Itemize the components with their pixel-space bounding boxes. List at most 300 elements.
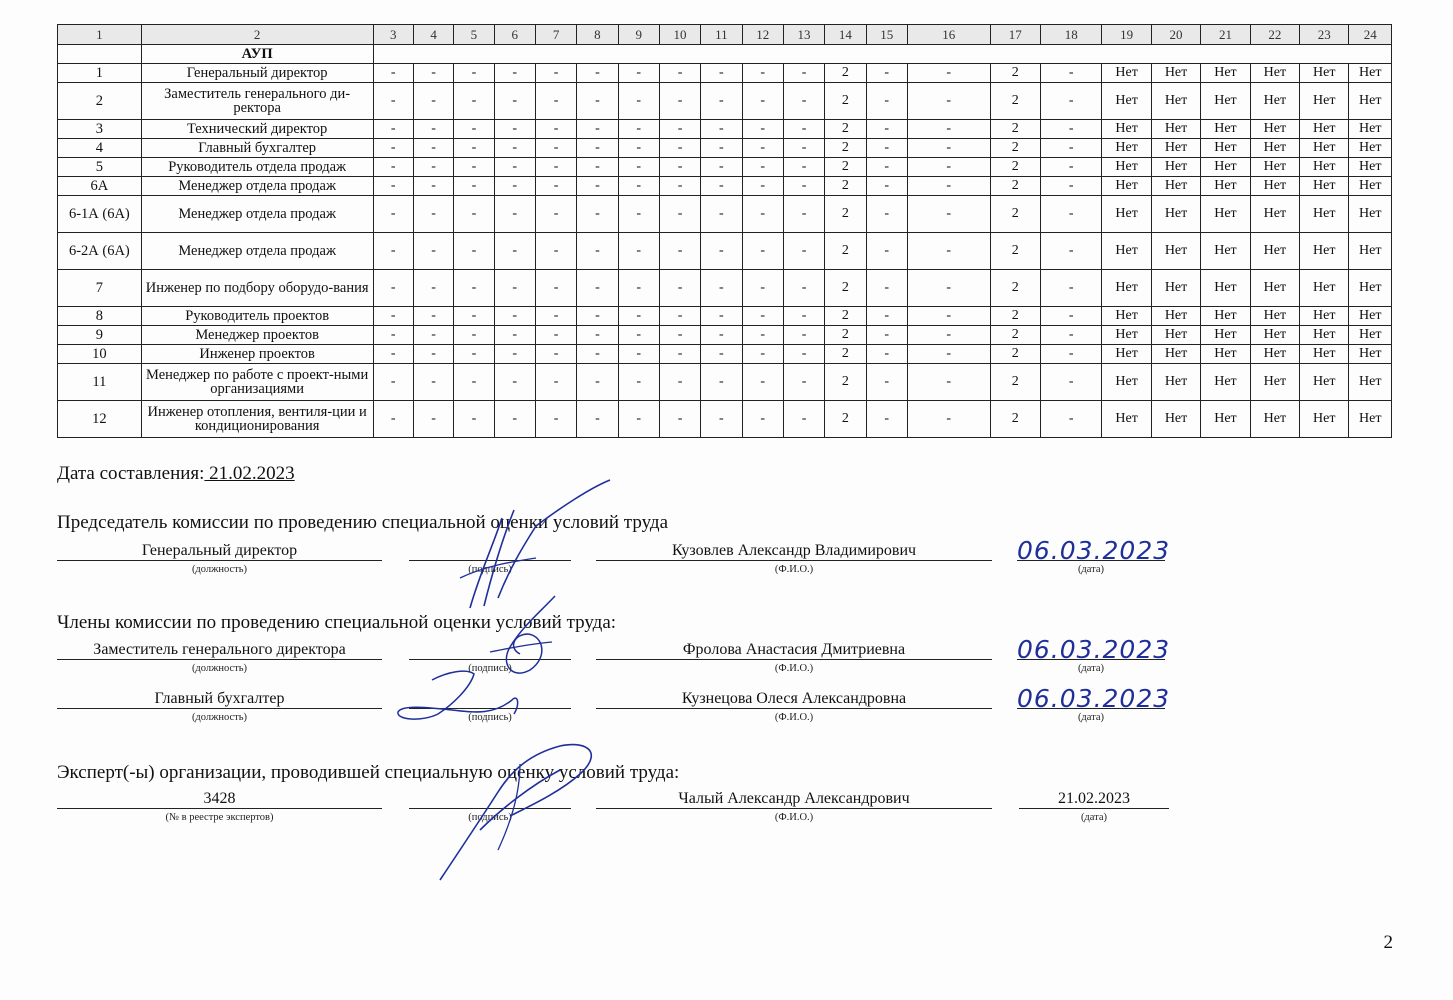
table-cell: - xyxy=(454,307,494,326)
column-number-header: 17 xyxy=(990,25,1040,45)
table-cell: - xyxy=(659,326,700,345)
table-cell: - xyxy=(535,196,576,233)
table-cell: Нет xyxy=(1300,196,1349,233)
chairman-name: Кузовлев Александр Владимирович xyxy=(596,542,992,561)
table-cell: - xyxy=(577,139,618,158)
table-cell: - xyxy=(1040,139,1102,158)
table-cell: - xyxy=(907,270,990,307)
table-cell: - xyxy=(866,83,907,120)
position-name: Заместитель генерального ди-ректора xyxy=(141,83,373,120)
section-title: АУП xyxy=(141,45,373,64)
table-cell: - xyxy=(454,158,494,177)
table-cell: - xyxy=(783,83,824,120)
table-cell: - xyxy=(659,177,700,196)
table-cell: - xyxy=(866,158,907,177)
table-cell: 2 xyxy=(990,307,1040,326)
table-cell: - xyxy=(618,120,659,139)
expert-signature-row xyxy=(57,790,1177,824)
column-number-header: 4 xyxy=(413,25,453,45)
table-cell: - xyxy=(413,83,453,120)
table-cell: 2 xyxy=(825,64,866,83)
table-cell: - xyxy=(783,270,824,307)
table-cell: - xyxy=(907,83,990,120)
table-cell: - xyxy=(1040,401,1102,438)
column-number-header: 1 xyxy=(58,25,142,45)
table-cell: Нет xyxy=(1349,64,1392,83)
workplace-id: 6-2А (6А) xyxy=(58,233,142,270)
table-cell: - xyxy=(373,120,413,139)
table-cell: - xyxy=(618,196,659,233)
table-cell: Нет xyxy=(1151,326,1200,345)
table-cell: - xyxy=(659,233,700,270)
column-number-header: 20 xyxy=(1151,25,1200,45)
table-cell: - xyxy=(1040,326,1102,345)
table-cell: - xyxy=(659,196,700,233)
table-cell: Нет xyxy=(1201,233,1250,270)
table-cell: Нет xyxy=(1151,120,1200,139)
position-name: Главный бухгалтер xyxy=(141,139,373,158)
table-cell: - xyxy=(783,326,824,345)
table-row xyxy=(58,345,1392,364)
table-cell: - xyxy=(413,158,453,177)
table-cell: - xyxy=(413,233,453,270)
table-cell: - xyxy=(535,345,576,364)
table-cell: - xyxy=(577,83,618,120)
table-cell: - xyxy=(535,233,576,270)
column-number-header: 12 xyxy=(742,25,783,45)
table-cell: - xyxy=(373,158,413,177)
expert-heading: Эксперт(-ы) организации, проводившей специальную оценку условий труда: xyxy=(57,762,680,783)
table-cell: - xyxy=(907,120,990,139)
table-cell: Нет xyxy=(1201,307,1250,326)
table-cell: 2 xyxy=(990,326,1040,345)
table-cell: - xyxy=(373,64,413,83)
table-cell: - xyxy=(907,233,990,270)
table-cell: - xyxy=(701,270,742,307)
member-position: Главный бухгалтер xyxy=(57,690,382,709)
table-cell: - xyxy=(783,177,824,196)
table-cell: Нет xyxy=(1250,177,1299,196)
table-cell: - xyxy=(866,307,907,326)
table-cell: - xyxy=(618,64,659,83)
fio-caption: (Ф.И.О.) xyxy=(774,663,814,674)
workplace-id: 12 xyxy=(58,401,142,438)
table-row xyxy=(58,196,1392,233)
table-cell: - xyxy=(783,307,824,326)
table-cell: Нет xyxy=(1151,64,1200,83)
column-number-header: 23 xyxy=(1300,25,1349,45)
table-cell: - xyxy=(373,345,413,364)
table-cell: Нет xyxy=(1102,326,1151,345)
table-cell: - xyxy=(494,307,535,326)
table-cell: - xyxy=(866,270,907,307)
position-name: Менеджер отдела продаж xyxy=(141,177,373,196)
workplace-id: 11 xyxy=(58,364,142,401)
table-cell: Нет xyxy=(1300,139,1349,158)
signature-caption: (подпись) xyxy=(468,712,512,723)
table-cell: Нет xyxy=(1151,158,1200,177)
table-cell: 2 xyxy=(825,177,866,196)
fio-caption: (Ф.И.О.) xyxy=(774,812,814,823)
workplace-id: 8 xyxy=(58,307,142,326)
table-cell: - xyxy=(413,364,453,401)
table-cell: 2 xyxy=(825,270,866,307)
table-row xyxy=(58,307,1392,326)
table-cell: - xyxy=(701,326,742,345)
date-caption: (дата) xyxy=(1077,564,1105,575)
table-cell: 2 xyxy=(825,364,866,401)
table-cell: - xyxy=(413,401,453,438)
table-cell: - xyxy=(373,401,413,438)
table-cell: 2 xyxy=(825,401,866,438)
table-cell: 2 xyxy=(990,364,1040,401)
fio-caption: (Ф.И.О.) xyxy=(774,564,814,575)
table-cell: 2 xyxy=(825,307,866,326)
table-cell: - xyxy=(535,401,576,438)
table-cell: Нет xyxy=(1151,345,1200,364)
table-cell: - xyxy=(454,233,494,270)
signature-caption: (подпись) xyxy=(468,812,512,823)
table-cell: - xyxy=(659,83,700,120)
table-cell: Нет xyxy=(1349,307,1392,326)
column-number-header: 13 xyxy=(783,25,824,45)
table-cell: - xyxy=(701,401,742,438)
table-cell: - xyxy=(535,64,576,83)
table-cell: Нет xyxy=(1300,401,1349,438)
member-date: 06.03.2023 xyxy=(1017,684,1171,713)
compilation-date-value: 21.02.2023 xyxy=(204,463,295,484)
table-cell: - xyxy=(907,307,990,326)
table-cell: Нет xyxy=(1250,401,1299,438)
position-name: Менеджер по работе с проект-ными организациями xyxy=(141,364,373,401)
table-cell: - xyxy=(783,196,824,233)
table-cell: - xyxy=(373,83,413,120)
workplace-id: 6А xyxy=(58,177,142,196)
table-cell: - xyxy=(454,326,494,345)
table-cell: - xyxy=(907,345,990,364)
table-cell: 2 xyxy=(825,120,866,139)
table-cell: - xyxy=(454,120,494,139)
table-cell: - xyxy=(742,196,783,233)
compilation-date-label: Дата составления: xyxy=(57,463,205,484)
table-cell: Нет xyxy=(1201,158,1250,177)
table-cell: 2 xyxy=(825,345,866,364)
column-number-header: 22 xyxy=(1250,25,1299,45)
column-number-header: 21 xyxy=(1201,25,1250,45)
position-caption: (должность) xyxy=(191,712,248,723)
table-cell: - xyxy=(701,364,742,401)
table-cell: Нет xyxy=(1102,139,1151,158)
table-cell: Нет xyxy=(1102,64,1151,83)
table-cell: - xyxy=(701,196,742,233)
column-number-header: 3 xyxy=(373,25,413,45)
table-cell: 2 xyxy=(990,345,1040,364)
workplace-id: 7 xyxy=(58,270,142,307)
table-cell: - xyxy=(413,307,453,326)
workplace-id: 2 xyxy=(58,83,142,120)
table-cell: - xyxy=(494,158,535,177)
table-cell: - xyxy=(577,270,618,307)
table-cell: - xyxy=(1040,120,1102,139)
table-row xyxy=(58,64,1392,83)
table-cell: - xyxy=(494,177,535,196)
table-cell: Нет xyxy=(1349,326,1392,345)
date-caption: (дата) xyxy=(1080,812,1108,823)
date-caption: (дата) xyxy=(1077,712,1105,723)
table-cell: - xyxy=(659,401,700,438)
table-cell: Нет xyxy=(1201,270,1250,307)
table-cell: - xyxy=(701,120,742,139)
column-number-header: 16 xyxy=(907,25,990,45)
table-cell: Нет xyxy=(1250,196,1299,233)
table-cell: Нет xyxy=(1151,364,1200,401)
table-cell: - xyxy=(1040,83,1102,120)
table-cell: 2 xyxy=(825,233,866,270)
table-cell: - xyxy=(1040,177,1102,196)
table-cell: 2 xyxy=(990,120,1040,139)
position-name: Менеджер проектов xyxy=(141,326,373,345)
table-cell: Нет xyxy=(1102,364,1151,401)
table-cell: - xyxy=(866,233,907,270)
table-cell: - xyxy=(866,64,907,83)
table-cell: Нет xyxy=(1349,158,1392,177)
sout-results-table xyxy=(57,24,1392,438)
table-cell: Нет xyxy=(1201,364,1250,401)
position-caption: (должность) xyxy=(191,663,248,674)
table-cell: - xyxy=(783,120,824,139)
table-cell: - xyxy=(494,83,535,120)
table-row xyxy=(58,139,1392,158)
table-cell: - xyxy=(618,270,659,307)
table-cell: - xyxy=(373,196,413,233)
table-row xyxy=(58,401,1392,438)
table-cell: - xyxy=(701,83,742,120)
table-cell: - xyxy=(1040,158,1102,177)
table-cell: - xyxy=(454,64,494,83)
column-number-header: 14 xyxy=(825,25,866,45)
column-number-header: 5 xyxy=(454,25,494,45)
table-cell: - xyxy=(866,139,907,158)
table-cell: - xyxy=(701,64,742,83)
table-cell: - xyxy=(535,307,576,326)
workplace-id: 1 xyxy=(58,64,142,83)
table-cell: - xyxy=(618,307,659,326)
table-cell: - xyxy=(535,270,576,307)
table-cell: - xyxy=(742,307,783,326)
table-cell: - xyxy=(618,401,659,438)
table-cell: - xyxy=(907,326,990,345)
table-cell: Нет xyxy=(1102,345,1151,364)
chairman-date: 06.03.2023 xyxy=(1017,536,1171,565)
table-cell: - xyxy=(1040,364,1102,401)
table-cell: - xyxy=(373,307,413,326)
member-signature-row xyxy=(57,635,1177,675)
table-cell: Нет xyxy=(1151,233,1200,270)
table-cell: 2 xyxy=(990,83,1040,120)
table-cell: - xyxy=(454,401,494,438)
table-row xyxy=(58,270,1392,307)
table-cell: Нет xyxy=(1349,345,1392,364)
table-row xyxy=(58,233,1392,270)
table-row xyxy=(58,83,1392,120)
position-caption: (должность) xyxy=(191,564,248,575)
page-number: 2 xyxy=(1383,932,1393,953)
table-cell: - xyxy=(413,139,453,158)
table-cell: Нет xyxy=(1250,158,1299,177)
table-cell: Нет xyxy=(1300,120,1349,139)
table-cell: - xyxy=(742,139,783,158)
table-cell: - xyxy=(494,270,535,307)
table-cell: 2 xyxy=(990,139,1040,158)
table-cell: - xyxy=(1040,345,1102,364)
table-cell: Нет xyxy=(1300,158,1349,177)
table-cell: - xyxy=(907,177,990,196)
table-cell: Нет xyxy=(1300,233,1349,270)
table-cell: 2 xyxy=(825,83,866,120)
table-cell: - xyxy=(701,233,742,270)
column-number-header: 10 xyxy=(659,25,700,45)
table-cell: - xyxy=(783,64,824,83)
table-cell: - xyxy=(373,364,413,401)
table-cell: Нет xyxy=(1300,326,1349,345)
position-name: Генеральный директор xyxy=(141,64,373,83)
table-cell: Нет xyxy=(1151,196,1200,233)
table-cell: - xyxy=(907,158,990,177)
workplace-id: 10 xyxy=(58,345,142,364)
table-cell: - xyxy=(494,196,535,233)
table-cell: - xyxy=(701,177,742,196)
table-cell: - xyxy=(577,120,618,139)
table-cell: - xyxy=(577,364,618,401)
table-cell: - xyxy=(659,120,700,139)
table-cell: Нет xyxy=(1250,139,1299,158)
table-cell: - xyxy=(373,326,413,345)
table-cell: - xyxy=(494,401,535,438)
table-cell: Нет xyxy=(1201,177,1250,196)
table-cell: - xyxy=(866,120,907,139)
table-cell: - xyxy=(1040,196,1102,233)
table-cell: 2 xyxy=(825,326,866,345)
table-cell: Нет xyxy=(1102,177,1151,196)
table-cell: - xyxy=(659,139,700,158)
table-cell: - xyxy=(701,139,742,158)
table-cell: Нет xyxy=(1250,326,1299,345)
table-cell: - xyxy=(413,345,453,364)
table-cell: - xyxy=(907,139,990,158)
workplace-id: 3 xyxy=(58,120,142,139)
table-cell: - xyxy=(866,345,907,364)
table-cell: Нет xyxy=(1300,177,1349,196)
table-cell: - xyxy=(577,196,618,233)
member-position: Заместитель генерального директора xyxy=(57,641,382,660)
table-cell: Нет xyxy=(1201,401,1250,438)
table-cell: - xyxy=(577,326,618,345)
signature-caption: (подпись) xyxy=(468,564,512,575)
table-cell: - xyxy=(742,120,783,139)
fio-caption: (Ф.И.О.) xyxy=(774,712,814,723)
table-cell: - xyxy=(454,345,494,364)
table-cell: Нет xyxy=(1300,83,1349,120)
table-cell: - xyxy=(907,196,990,233)
expert-signature-image xyxy=(420,740,610,885)
table-cell: - xyxy=(577,158,618,177)
table-cell: - xyxy=(535,364,576,401)
column-number-header: 15 xyxy=(866,25,907,45)
registry-caption: (№ в реестре экспертов) xyxy=(165,812,274,823)
table-cell: Нет xyxy=(1201,196,1250,233)
table-cell: - xyxy=(907,364,990,401)
table-cell: Нет xyxy=(1201,139,1250,158)
table-cell: - xyxy=(742,158,783,177)
expert-date: 21.02.2023 xyxy=(1019,790,1169,809)
member-signature-row xyxy=(57,684,1177,724)
position-name: Технический директор xyxy=(141,120,373,139)
table-cell: - xyxy=(413,64,453,83)
table-cell: Нет xyxy=(1151,139,1200,158)
table-cell: - xyxy=(866,364,907,401)
table-cell: - xyxy=(535,326,576,345)
table-cell: - xyxy=(866,177,907,196)
table-cell: - xyxy=(577,177,618,196)
table-cell: - xyxy=(454,196,494,233)
table-cell: Нет xyxy=(1102,83,1151,120)
table-cell: - xyxy=(1040,270,1102,307)
table-cell: - xyxy=(373,270,413,307)
table-cell: - xyxy=(701,307,742,326)
table-cell: - xyxy=(373,177,413,196)
table-cell: - xyxy=(535,139,576,158)
table-cell: Нет xyxy=(1102,196,1151,233)
table-cell: - xyxy=(783,401,824,438)
position-name: Инженер отопления, вентиля-ции и кондиционирования xyxy=(141,401,373,438)
table-cell: Нет xyxy=(1349,83,1392,120)
table-cell: - xyxy=(1040,307,1102,326)
table-cell: - xyxy=(742,326,783,345)
table-cell: 2 xyxy=(990,233,1040,270)
table-cell: - xyxy=(494,139,535,158)
table-cell: - xyxy=(907,401,990,438)
table-cell: - xyxy=(577,64,618,83)
table-cell: Нет xyxy=(1151,83,1200,120)
table-cell: - xyxy=(783,364,824,401)
position-name: Инженер по подбору оборудо-вания xyxy=(141,270,373,307)
table-cell: - xyxy=(577,345,618,364)
table-cell: 2 xyxy=(990,64,1040,83)
table-cell: Нет xyxy=(1349,120,1392,139)
table-cell: 2 xyxy=(825,196,866,233)
table-cell: - xyxy=(535,158,576,177)
member-name: Кузнецова Олеся Александровна xyxy=(596,690,992,709)
column-number-header: 18 xyxy=(1040,25,1102,45)
table-cell: - xyxy=(659,158,700,177)
table-cell: Нет xyxy=(1349,401,1392,438)
table-cell: Нет xyxy=(1250,120,1299,139)
position-name: Руководитель отдела продаж xyxy=(141,158,373,177)
table-cell: Нет xyxy=(1300,64,1349,83)
table-cell: Нет xyxy=(1300,307,1349,326)
expert-registry-number: 3428 xyxy=(57,790,382,809)
compilation-date-line xyxy=(57,463,295,485)
table-cell: Нет xyxy=(1151,401,1200,438)
table-cell: Нет xyxy=(1349,364,1392,401)
table-row xyxy=(58,120,1392,139)
table-cell: - xyxy=(659,364,700,401)
table-cell: - xyxy=(618,364,659,401)
table-cell: - xyxy=(618,158,659,177)
table-cell: - xyxy=(742,345,783,364)
table-cell: Нет xyxy=(1300,364,1349,401)
table-cell: Нет xyxy=(1151,307,1200,326)
